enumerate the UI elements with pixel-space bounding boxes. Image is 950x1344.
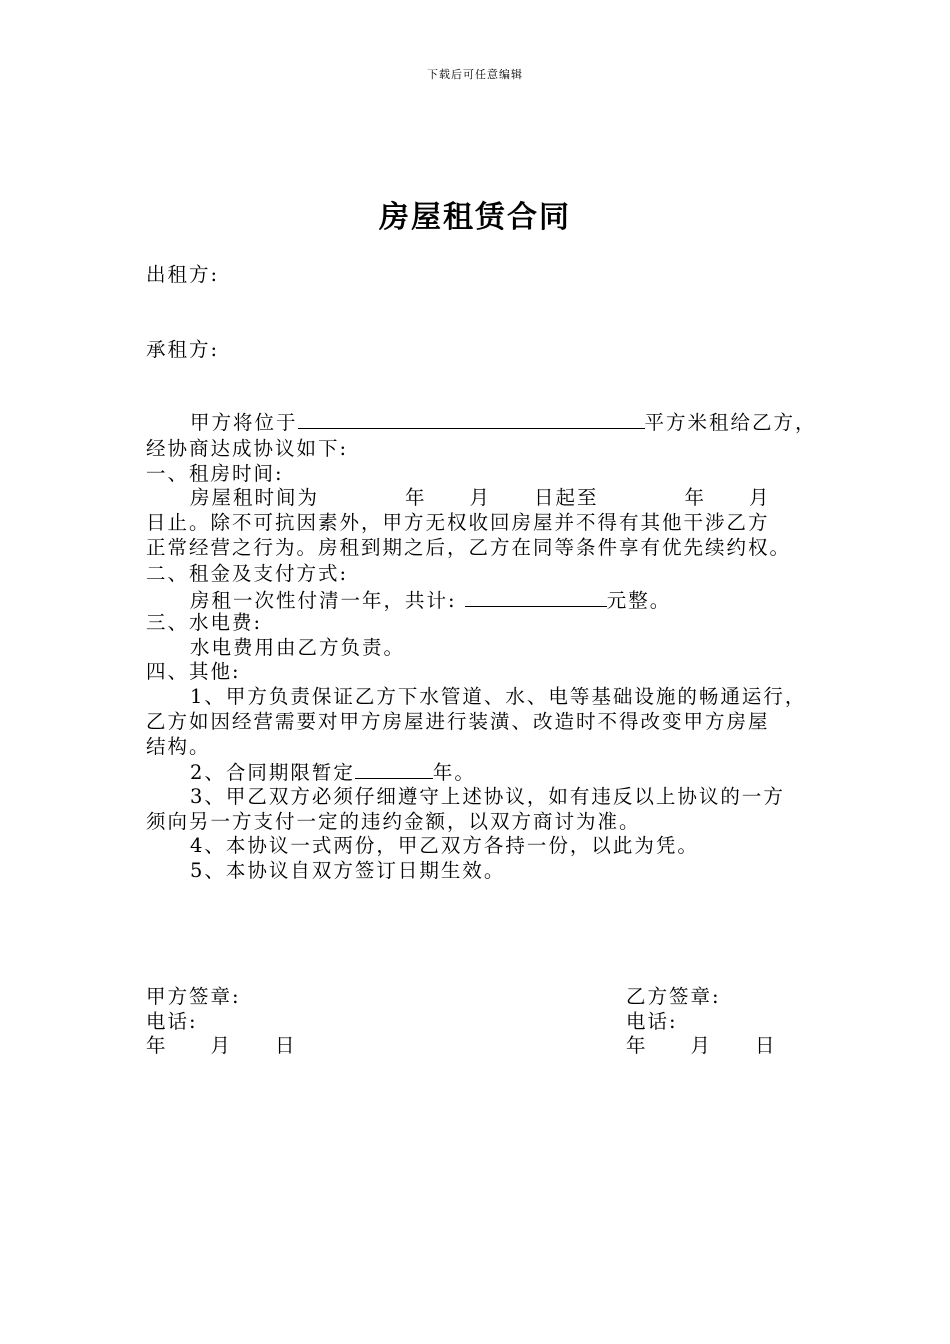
rent-prefix: 房租一次性付清一年，共计: [190, 589, 465, 612]
item1-line2: 乙方如因经营需要对甲方房屋进行装潢、改造时不得改变甲方房屋 [146, 710, 770, 733]
party-a-phone: 电话: [146, 1010, 198, 1033]
party-b-signature: 乙方签章: [626, 985, 721, 1008]
rent-suffix: 元整。 [606, 589, 672, 612]
rent-amount-blank[interactable] [465, 588, 607, 607]
section2-heading: 二、租金及支付方式: [146, 562, 349, 585]
lessor-label: 出租方: [146, 263, 220, 286]
intro-prefix: 甲方将位于 [190, 411, 298, 434]
party-a-date: 年 月 日 [146, 1034, 297, 1057]
item3-line1: 3、甲乙双方必须仔细遵守上述协议，如有违反以上协议的一方 [190, 785, 785, 808]
section1-line1: 房屋租时间为 年 月 日起至 年 月 [190, 486, 771, 509]
document-title: 房屋租赁合同 [379, 200, 571, 235]
section1-line2: 日止。除不可抗因素外，甲方无权收回房屋并不得有其他干涉乙方 [146, 511, 770, 534]
item2-line [190, 760, 476, 785]
intro-line2: 经协商达成协议如下: [146, 437, 349, 460]
lessee-label: 承租方: [146, 338, 220, 361]
section2-line [190, 588, 671, 613]
section4-heading: 四、其他: [146, 660, 241, 683]
item5-line: 5、本协议自双方签订日期生效。 [190, 859, 506, 882]
section3-heading: 三、水电费: [146, 611, 263, 634]
section3-line1: 水电费用由乙方负责。 [190, 636, 406, 659]
term-prefix: 2、合同期限暂定 [190, 761, 355, 784]
header-note: 下载后可任意编辑 [427, 68, 523, 81]
intro-line [190, 410, 817, 435]
party-b-date: 年 月 日 [626, 1034, 777, 1057]
term-suffix: 年。 [432, 761, 476, 784]
intro-suffix: 平方米租给乙方， [644, 411, 817, 434]
party-b-phone: 电话: [626, 1010, 678, 1033]
section1-line3: 正常经营之行为。房租到期之后，乙方在同等条件享有优先续约权。 [146, 536, 792, 559]
address-blank[interactable] [298, 410, 645, 429]
item1-line3: 结构。 [146, 735, 211, 758]
item1-line1: 1、甲方负责保证乙方下水管道、水、电等基础设施的畅通运行， [190, 685, 807, 708]
section1-heading: 一、租房时间: [146, 462, 284, 485]
term-years-blank[interactable] [355, 760, 433, 779]
item3-line2: 须向另一方支付一定的违约金额，以双方商讨为准。 [146, 810, 641, 833]
party-a-signature: 甲方签章: [146, 985, 241, 1008]
item4-line: 4、本协议一式两份，甲乙双方各持一份，以此为凭。 [190, 834, 699, 857]
